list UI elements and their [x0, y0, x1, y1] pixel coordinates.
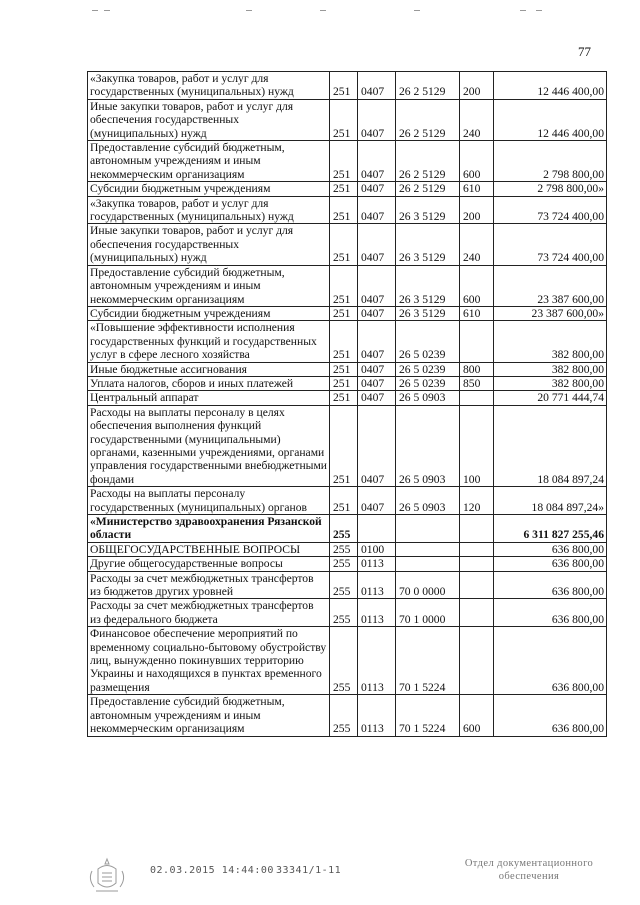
- row-expense-code: [460, 571, 494, 599]
- table-row: [88, 405, 607, 486]
- coat-of-arms-icon: [84, 853, 130, 899]
- row-ministry-code: 251: [330, 72, 358, 100]
- row-name: Иные закупки товаров, работ и услуг для обеспечения государственных (муниципальных) нужд: [88, 99, 330, 140]
- row-section-code: 0407: [358, 72, 396, 100]
- row-expense-code: [460, 599, 494, 627]
- row-ministry-code: 251: [330, 362, 358, 376]
- row-section-code: 0407: [358, 321, 396, 362]
- department-stamp: [454, 857, 604, 883]
- table-row: [88, 141, 607, 182]
- row-ministry-code: 255: [330, 571, 358, 599]
- table-row: [88, 376, 607, 390]
- row-ministry-code: 251: [330, 196, 358, 224]
- row-name: «Повышение эффективности исполнения государственных функций и государственных услуг в сфере лесного хозяйства: [88, 321, 330, 362]
- row-amount: 382 800,00: [494, 376, 607, 390]
- row-section-code: 0407: [358, 182, 396, 196]
- row-amount: 6 311 827 255,46: [494, 515, 607, 543]
- table-row: [88, 599, 607, 627]
- table-row: [88, 99, 607, 140]
- row-name: «Закупка товаров, работ и услуг для государственных (муниципальных) нужд: [88, 196, 330, 224]
- row-expense-code: [460, 542, 494, 556]
- row-amount: 636 800,00: [494, 571, 607, 599]
- row-section-code: 0407: [358, 487, 396, 515]
- row-article-code: 26 5 0903: [396, 391, 460, 405]
- row-name: Субсидии бюджетным учреждениям: [88, 182, 330, 196]
- row-name: Финансовое обеспечение мероприятий по временному социально-бытовому обустройству лиц, вынужденно покинувших территорию Украины и находящихся в пунктах временного размещения: [88, 627, 330, 695]
- row-expense-code: 240: [460, 99, 494, 140]
- row-ministry-code: 251: [330, 182, 358, 196]
- row-section-code: [358, 515, 396, 543]
- row-article-code: 26 2 5129: [396, 72, 460, 100]
- row-section-code: 0113: [358, 557, 396, 571]
- row-ministry-code: 251: [330, 99, 358, 140]
- row-ministry-code: 255: [330, 515, 358, 543]
- row-section-code: 0113: [358, 599, 396, 627]
- row-section-code: 0113: [358, 627, 396, 695]
- row-ministry-code: 251: [330, 306, 358, 320]
- scan-artifacts: [0, 0, 640, 20]
- row-name: ОБЩЕГОСУДАРСТВЕННЫЕ ВОПРОСЫ: [88, 542, 330, 556]
- row-expense-code: 100: [460, 405, 494, 486]
- row-article-code: 26 5 0903: [396, 487, 460, 515]
- row-article-code: [396, 515, 460, 543]
- row-amount: 636 800,00: [494, 599, 607, 627]
- row-name: Центральный аппарат: [88, 391, 330, 405]
- row-name: Расходы за счет межбюджетных трансфертов из федерального бюджета: [88, 599, 330, 627]
- row-name: Иные закупки товаров, работ и услуг для обеспечения государственных (муниципальных) нужд: [88, 224, 330, 265]
- row-name: «Закупка товаров, работ и услуг для государственных (муниципальных) нужд: [88, 72, 330, 100]
- row-amount: 23 387 600,00: [494, 265, 607, 306]
- row-ministry-code: 251: [330, 391, 358, 405]
- row-article-code: 26 3 5129: [396, 265, 460, 306]
- department-stamp-line2: обеспечения: [498, 871, 560, 882]
- row-article-code: 26 3 5129: [396, 224, 460, 265]
- row-article-code: 70 1 0000: [396, 599, 460, 627]
- table-row: [88, 224, 607, 265]
- row-expense-code: 800: [460, 362, 494, 376]
- row-expense-code: 120: [460, 487, 494, 515]
- row-amount: 382 800,00: [494, 321, 607, 362]
- row-section-code: 0407: [358, 362, 396, 376]
- row-expense-code: [460, 391, 494, 405]
- row-expense-code: 610: [460, 306, 494, 320]
- row-name: «Министерство здравоохранения Рязанской области: [88, 515, 330, 543]
- row-amount: 636 800,00: [494, 542, 607, 556]
- row-amount: 18 084 897,24»: [494, 487, 607, 515]
- row-name: Предоставление субсидий бюджетным, автономным учреждениям и иным некоммерческим организациям: [88, 695, 330, 736]
- row-ministry-code: 251: [330, 265, 358, 306]
- row-amount: 12 446 400,00: [494, 99, 607, 140]
- page-footer: [0, 848, 640, 905]
- budget-table: [87, 71, 607, 737]
- row-expense-code: [460, 557, 494, 571]
- table-row: [88, 557, 607, 571]
- row-expense-code: [460, 627, 494, 695]
- row-article-code: 26 2 5129: [396, 141, 460, 182]
- row-expense-code: [460, 515, 494, 543]
- row-amount: 382 800,00: [494, 362, 607, 376]
- table-row: [88, 571, 607, 599]
- row-expense-code: 600: [460, 141, 494, 182]
- row-expense-code: 240: [460, 224, 494, 265]
- table-row: [88, 182, 607, 196]
- row-article-code: [396, 542, 460, 556]
- row-article-code: 70 0 0000: [396, 571, 460, 599]
- table-row: [88, 362, 607, 376]
- department-stamp-line1: Отдел документационного: [464, 858, 594, 869]
- row-ministry-code: 255: [330, 557, 358, 571]
- page-number: 77: [578, 44, 591, 59]
- row-amount: 20 771 444,74: [494, 391, 607, 405]
- row-amount: 73 724 400,00: [494, 196, 607, 224]
- row-article-code: 26 3 5129: [396, 306, 460, 320]
- table-row: [88, 196, 607, 224]
- row-article-code: 70 1 5224: [396, 695, 460, 736]
- table-row: [88, 542, 607, 556]
- row-name: Другие общегосударственные вопросы: [88, 557, 330, 571]
- row-amount: 18 084 897,24: [494, 405, 607, 486]
- table-row: [88, 391, 607, 405]
- row-ministry-code: 255: [330, 695, 358, 736]
- row-amount: 23 387 600,00»: [494, 306, 607, 320]
- print-timestamp: 02.03.2015 14:44:00: [150, 865, 274, 876]
- row-article-code: 26 2 5129: [396, 182, 460, 196]
- row-expense-code: 600: [460, 695, 494, 736]
- document-code: 33341/1-11: [276, 865, 342, 876]
- table-row: [88, 487, 607, 515]
- row-article-code: 70 1 5224: [396, 627, 460, 695]
- row-section-code: 0407: [358, 141, 396, 182]
- row-expense-code: 610: [460, 182, 494, 196]
- budget-table-body: [88, 72, 607, 737]
- row-article-code: 26 3 5129: [396, 196, 460, 224]
- table-row: [88, 627, 607, 695]
- row-ministry-code: 251: [330, 141, 358, 182]
- table-row: [88, 695, 607, 736]
- row-amount: 636 800,00: [494, 627, 607, 695]
- row-section-code: 0407: [358, 99, 396, 140]
- row-expense-code: [460, 321, 494, 362]
- row-amount: 2 798 800,00: [494, 141, 607, 182]
- row-section-code: 0407: [358, 265, 396, 306]
- row-name: Расходы за счет межбюджетных трансфертов из бюджетов других уровней: [88, 571, 330, 599]
- row-name: Расходы на выплаты персоналу в целях обеспечения выполнения функций государственными (муниципальными) органами, казенными учреждениями, органами управления государственными внебюджетными фондами: [88, 405, 330, 486]
- row-ministry-code: 255: [330, 599, 358, 627]
- row-amount: 636 800,00: [494, 695, 607, 736]
- row-expense-code: 850: [460, 376, 494, 390]
- row-amount: 2 798 800,00»: [494, 182, 607, 196]
- row-section-code: 0407: [358, 405, 396, 486]
- row-section-code: 0407: [358, 224, 396, 265]
- row-section-code: 0113: [358, 571, 396, 599]
- row-expense-code: 200: [460, 196, 494, 224]
- row-article-code: 26 5 0903: [396, 405, 460, 486]
- row-section-code: 0407: [358, 376, 396, 390]
- row-section-code: 0407: [358, 391, 396, 405]
- row-name: Уплата налогов, сборов и иных платежей: [88, 376, 330, 390]
- row-ministry-code: 251: [330, 487, 358, 515]
- row-name: Расходы на выплаты персоналу государственных (муниципальных) органов: [88, 487, 330, 515]
- table-row: [88, 321, 607, 362]
- row-section-code: 0100: [358, 542, 396, 556]
- row-ministry-code: 251: [330, 224, 358, 265]
- table-row: [88, 306, 607, 320]
- row-ministry-code: 251: [330, 405, 358, 486]
- table-row: [88, 515, 607, 543]
- row-amount: 73 724 400,00: [494, 224, 607, 265]
- row-name: Предоставление субсидий бюджетным, автономным учреждениям и иным некоммерческим организациям: [88, 141, 330, 182]
- row-name: Субсидии бюджетным учреждениям: [88, 306, 330, 320]
- row-article-code: 26 5 0239: [396, 376, 460, 390]
- row-article-code: 26 2 5129: [396, 99, 460, 140]
- row-ministry-code: 255: [330, 627, 358, 695]
- row-article-code: 26 5 0239: [396, 321, 460, 362]
- row-expense-code: 200: [460, 72, 494, 100]
- row-article-code: 26 5 0239: [396, 362, 460, 376]
- row-name: Предоставление субсидий бюджетным, автономным учреждениям и иным некоммерческим организациям: [88, 265, 330, 306]
- row-expense-code: 600: [460, 265, 494, 306]
- row-article-code: [396, 557, 460, 571]
- row-section-code: 0407: [358, 196, 396, 224]
- row-section-code: 0407: [358, 306, 396, 320]
- row-ministry-code: 251: [330, 376, 358, 390]
- row-ministry-code: 251: [330, 321, 358, 362]
- row-amount: 636 800,00: [494, 557, 607, 571]
- row-name: Иные бюджетные ассигнования: [88, 362, 330, 376]
- table-row: [88, 72, 607, 100]
- row-section-code: 0113: [358, 695, 396, 736]
- row-amount: 12 446 400,00: [494, 72, 607, 100]
- table-row: [88, 265, 607, 306]
- row-ministry-code: 255: [330, 542, 358, 556]
